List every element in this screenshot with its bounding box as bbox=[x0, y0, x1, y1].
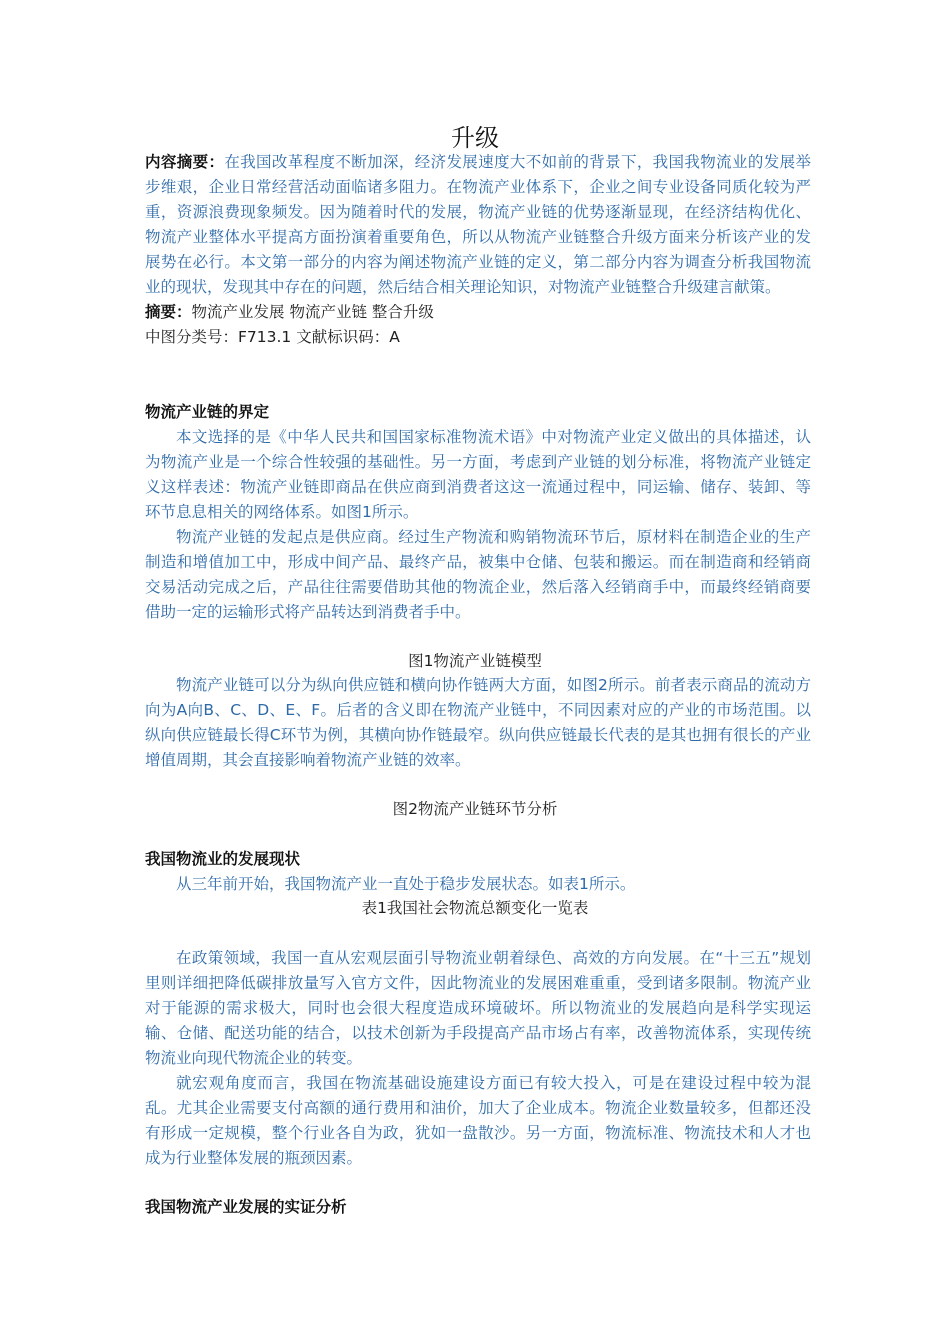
classification-line: 中图分类号：F713.1 文献标识码：A bbox=[145, 328, 400, 346]
section2-continued bbox=[145, 946, 811, 1171]
figure1-caption: 图1物流产业链模型 bbox=[408, 652, 542, 670]
section1-continued bbox=[145, 673, 811, 773]
document-title: 升级 bbox=[451, 124, 499, 152]
keywords-label: 摘要： bbox=[145, 303, 192, 321]
keywords-line bbox=[145, 300, 811, 325]
abstract-text: 在我国改革程度不断加深，经济发展速度大不如前的背景下，我国我物流业的发展举步维艰，企业日常经营活动面临诸多阻力。在物流产业体系下，企业之间专业设备同质化较为严重，资源浪费现象频发。因为随着时代的发展，物流产业链的优势逐渐显现，在经济结构优化、物流产业整体水平提高方面扮演着重要角色，所以从物流产业链整合升级方面来分析该产业的发展势在必行。本文第一部分的内容为阐述物流产业链的定义，第二部分内容为调查分析我国物流业的现状，发现其中存在的问题，然后结合相关理论知识，对物流产业链整合升级建言献策。 bbox=[145, 153, 811, 296]
abstract-label: 内容摘要： bbox=[145, 153, 225, 171]
keywords-text: 物流产业发展 物流产业链 整合升级 bbox=[191, 303, 434, 321]
section3-heading: 我国物流产业发展的实证分析 bbox=[145, 1198, 347, 1216]
section1-heading: 物流产业链的界定 bbox=[145, 403, 270, 421]
section2-paragraph-1: 从三年前开始，我国物流产业一直处于稳步发展状态。如表1所示。 bbox=[176, 875, 636, 893]
abstract-block bbox=[145, 150, 811, 350]
abstract-paragraph bbox=[145, 150, 811, 300]
section1-paragraph-1: 本文选择的是《中华人民共和国国家标准物流术语》中对物流产业定义做出的具体描述，认为物流产业是一个综合性较强的基础性。另一方面，考虑到产业链的划分标准，将物流产业链定义这样表述：物流产业链即商品在供应商到消费者这这一流通过程中，同运输、储存、装卸、等环节息息相关的网络体系。如图1所示。 bbox=[145, 428, 811, 521]
section2-heading: 我国物流业的发展现状 bbox=[145, 850, 301, 868]
figure2-caption: 图2物流产业链环节分析 bbox=[392, 800, 558, 818]
table1-caption: 表1我国社会物流总额变化一览表 bbox=[361, 899, 589, 917]
section1-paragraph-2: 物流产业链的发起点是供应商。经过生产物流和购销物流环节后，原材料在制造企业的生产制造和增值加工中，形成中间产品、最终产品，被集中仓储、包装和搬运。而在制造商和经销商交易活动完成之后，产品往往需要借助其他的物流企业，然后落入经销商手中，而最终经销商要借助一定的运输形式将产品转达到消费者手中。 bbox=[145, 528, 811, 621]
section1-block bbox=[145, 400, 811, 625]
section2-block bbox=[145, 847, 811, 897]
section2-paragraph-2: 在政策领域，我国一直从宏观层面引导物流业朝着绿色、高效的方向发展。在“十三五”规划里则详细把降低碳排放量写入官方文件，因此物流业的发展困难重重，受到诸多限制。物流产业对于能源的需求极大，同时也会很大程度造成环境破坏。所以物流业的发展趋向是科学实现运输、仓储、配送功能的结合，以技术创新为手段提高产品市场占有率，改善物流体系，实现传统物流业向现代物流企业的转变。 bbox=[145, 949, 811, 1067]
section1-paragraph-3: 物流产业链可以分为纵向供应链和横向协作链两大方面，如图2所示。前者表示商品的流动方向为A向B、C、D、E、F。后者的含义即在物流产业链中，不同因素对应的产业的市场范围。以纵向供应链最长得C环节为例，其横向协作链最窄。纵向供应链最长代表的是其也拥有很长的产业增值周期，其会直接影响着物流产业链的效率。 bbox=[145, 676, 811, 769]
section2-paragraph-3: 就宏观角度而言，我国在物流基础设施建设方面已有较大投入，可是在建设过程中较为混乱。尤其企业需要支付高额的通行费用和油价，加大了企业成本。物流企业数量较多，但都还没有形成一定规模，整个行业各自为政，犹如一盘散沙。另一方面，物流标准、物流技术和人才也成为行业整体发展的瓶颈因素。 bbox=[145, 1074, 811, 1167]
section3-block bbox=[145, 1195, 811, 1220]
